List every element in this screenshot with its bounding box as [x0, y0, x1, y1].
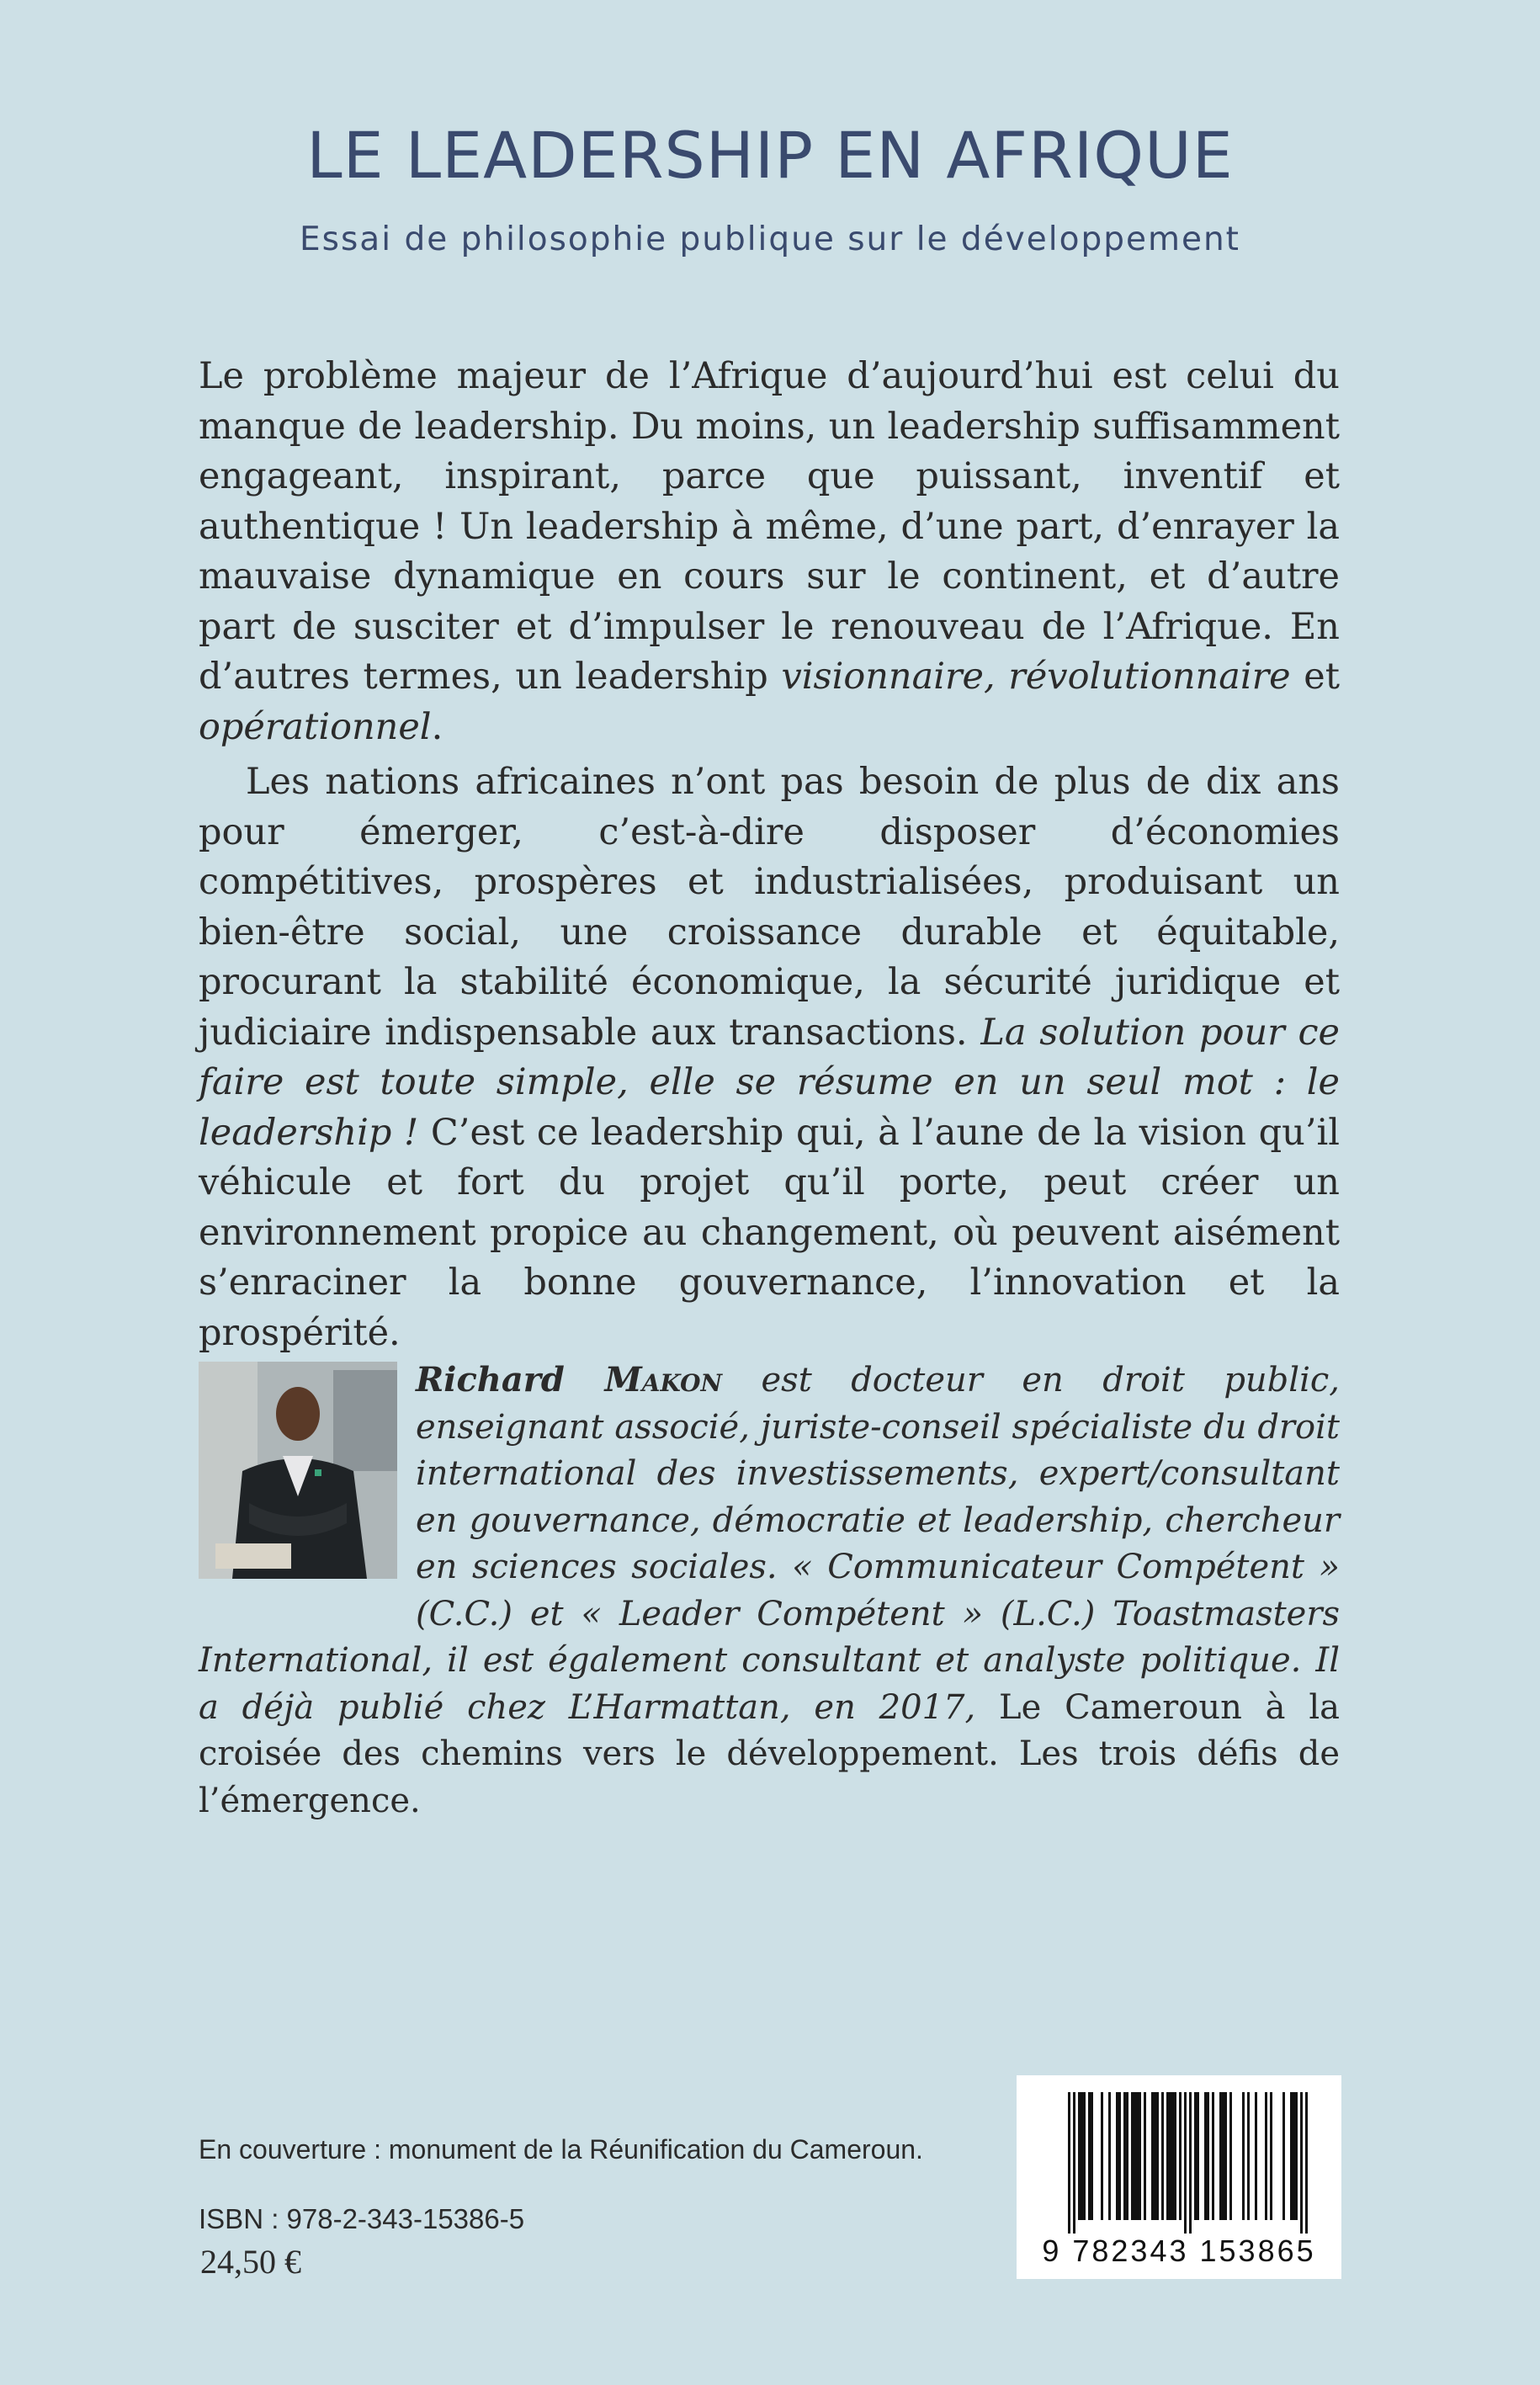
- barcode-bar: [1219, 2092, 1222, 2220]
- barcode-bar: [1073, 2092, 1075, 2234]
- barcode-bar: [1151, 2092, 1154, 2220]
- barcode-bar: [1212, 2092, 1214, 2220]
- summary-p2-text-end: C’est ce leadership qui, à l’aune de la vision qu’il véhicule et fort du projet qu’il porte, peut créer un environnement propice au changement, où peuvent aisément s’enraciner la bonne gouvernance, l’innovation et la prospérité.: [199, 1111, 1340, 1354]
- barcode-bar: [1293, 2092, 1295, 2220]
- barcode-bar: [1134, 2092, 1136, 2220]
- barcode: [1017, 2075, 1341, 2279]
- barcode-bar: [1083, 2092, 1086, 2220]
- barcode-bar: [1126, 2092, 1128, 2220]
- barcode-bar: [1247, 2092, 1250, 2220]
- barcode-bar: [1255, 2092, 1257, 2220]
- summary-p2-emphasis: La solution pour ce faire est toute simple, elle se résume en un seul mot : le leadership !: [199, 1011, 1340, 1154]
- author-last-name: Makon: [604, 1360, 723, 1400]
- barcode-bar: [1194, 2092, 1197, 2220]
- barcode-bar: [1222, 2092, 1224, 2220]
- summary-paragraph-1: [199, 352, 1340, 752]
- summary-p1-conjunction: et: [1290, 656, 1340, 698]
- summary-p1-emphasis-2: opérationnel: [199, 705, 432, 748]
- book-subtitle: Essai de philosophie publique sur le développement: [300, 220, 1240, 258]
- barcode-bar: [1123, 2092, 1126, 2220]
- barcode-bar: [1131, 2092, 1134, 2220]
- barcode-bar: [1290, 2092, 1293, 2220]
- barcode-bar: [1154, 2092, 1156, 2220]
- barcode-bar: [1144, 2092, 1146, 2220]
- barcode-bar: [1136, 2092, 1139, 2220]
- summary-p1-text: Le problème majeur de l’Afrique d’aujourd’hui est celui du manque de leadership. Du moins, un leadership suffisamment engageant, inspirant, parce que puissant, inventif et authentique ! Un leadership à même, d’une part, d’enrayer la mauvaise dynamique en cours sur le continent, et d’autre part de susciter et d’impulser le renouveau de l’Afrique. En d’autres termes, un leadership: [199, 355, 1340, 698]
- barcode-bar: [1091, 2092, 1093, 2220]
- price: 24,50 €: [200, 2243, 301, 2281]
- barcode-bar: [1229, 2092, 1232, 2220]
- barcode-bar: [1161, 2092, 1164, 2220]
- author-first-name: Richard: [416, 1360, 605, 1400]
- author-bio-text: est docteur en droit public, enseignant associé, juriste-conseil spécialiste du droit international des investissements, expert/consultant en gouvernance, démocratie et leadership, chercheur en sciences sociales. « Communicateur Compétent » (C.C.) et « Leader Compétent » (L.C.) Toastmasters International, il est également consultant et analyste politique. Il a déjà publié chez L’Harmattan, en 2017,: [199, 1361, 1340, 1727]
- barcode-bar: [1197, 2092, 1199, 2220]
- barcode-bar: [1242, 2092, 1245, 2220]
- barcode-bars: [1017, 2075, 1341, 2235]
- barcode-bar: [1204, 2092, 1207, 2220]
- photo-spacer: [199, 1357, 416, 1634]
- barcode-bar: [1139, 2092, 1141, 2220]
- barcode-bar: [1174, 2092, 1176, 2220]
- barcode-bar: [1081, 2092, 1083, 2220]
- barcode-bar: [1108, 2092, 1111, 2220]
- barcode-bar: [1265, 2092, 1267, 2220]
- barcode-bar: [1207, 2092, 1209, 2220]
- barcode-bar: [1068, 2092, 1070, 2234]
- isbn: ISBN : 978-2-343-15386-5: [199, 2203, 525, 2234]
- barcode-bar: [1078, 2092, 1081, 2220]
- barcode-bar: [1171, 2092, 1174, 2220]
- barcode-bar: [1166, 2092, 1169, 2220]
- barcode-bar: [1088, 2092, 1091, 2220]
- barcode-bar: [1189, 2092, 1192, 2234]
- barcode-bar: [1224, 2092, 1227, 2220]
- author-bio: [199, 1357, 1340, 1825]
- barcode-bar: [1179, 2092, 1182, 2220]
- summary-text: [199, 352, 1340, 1358]
- barcode-bar: [1282, 2092, 1285, 2220]
- barcode-bar: [1184, 2092, 1187, 2234]
- book-title: LE LEADERSHIP EN AFRIQUE: [306, 118, 1234, 193]
- barcode-bar: [1169, 2092, 1171, 2220]
- barcode-bar: [1116, 2092, 1118, 2220]
- summary-p1-period: .: [431, 705, 443, 748]
- summary-p1-emphasis: visionnaire, révolutionnaire: [781, 656, 1291, 698]
- cover-credit: En couverture : monument de la Réunification du Cameroun.: [199, 2134, 923, 2165]
- barcode-digits: 9 782343 153865: [1042, 2234, 1316, 2268]
- barcode-bar: [1118, 2092, 1121, 2220]
- barcode-bar: [1270, 2092, 1272, 2220]
- barcode-bar: [1295, 2092, 1298, 2220]
- barcode-bar: [1305, 2092, 1308, 2234]
- previous-book-title: Le Cameroun à la croisée des chemins vers le développement. Les trois défis de l’émergence.: [199, 1687, 1340, 1820]
- summary-paragraph-2: [199, 757, 1340, 1358]
- barcode-bar: [1101, 2092, 1103, 2220]
- barcode-bar: [1300, 2092, 1303, 2234]
- barcode-bar: [1156, 2092, 1159, 2220]
- summary-p2-text: Les nations africaines n’ont pas besoin de plus de dix ans pour émerger, c’est-à-dire disposer d’économies compétitives, prospères et industrialisées, produisant un bien-être social, une croissance durable et équitable, procurant la stabilité économique, la sécurité juridique et judiciaire indispensable aux transactions.: [199, 761, 1340, 1054]
